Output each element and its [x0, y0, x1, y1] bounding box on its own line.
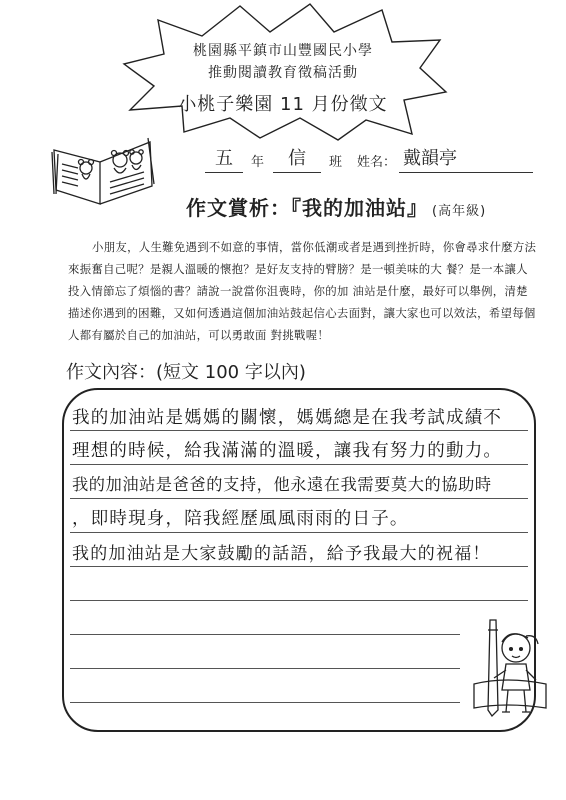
essay-prompt: 小朋友，人生難免遇到不如意的事情，當你低潮或者是遇到挫折時，你會尋求什麼方法來振奮自己呢？是親人溫暖的懷抱？是好友支持的臂膀？是一頓美味的大 餐？是一本讓人投入情節忘了煩惱的書？請說一說當你沮喪時，你的加 油站是什麼，最好可以舉例，清楚描述你遇到的困難，又如何透過這個加油站鼓起信心去面對，讓大家也可以效法，希望每個人都有屬於自己的加油站，可以勇敢面 對挑戰喔！	[68, 240, 537, 342]
ruled-line	[70, 566, 528, 567]
ruled-line	[70, 702, 460, 703]
class-label: 班	[329, 155, 343, 170]
name-label: 姓名：	[357, 155, 397, 170]
ruled-line	[70, 634, 460, 635]
ruled-line	[70, 498, 528, 499]
content-label: 作文內容：(短文 100 字以內)	[66, 362, 306, 383]
ruled-line	[70, 600, 528, 601]
name-field[interactable]: 戴韻亭	[399, 146, 533, 173]
handwritten-line-2: 理想的時候，給我滿滿的溫暖，讓我有努力的動力。	[72, 441, 503, 461]
class-field[interactable]: 信	[273, 146, 321, 173]
grade-label: 年	[251, 155, 265, 170]
grade-level: (高年級)	[432, 204, 487, 219]
child-with-pencil-icon	[466, 618, 550, 722]
ruled-line	[70, 532, 528, 533]
ruled-lines	[70, 0, 528, 800]
handwritten-line-4: ，即時現身，陪我經歷風風雨雨的日子。	[72, 509, 409, 529]
handwritten-line-1: 我的加油站是媽媽的關懷，媽媽總是在我考試成績不	[72, 408, 503, 428]
school-name: 桃園縣平鎮市山豐國民小學	[193, 43, 373, 59]
ruled-line	[70, 464, 528, 465]
activity-name: 推動閱讀教育徵稿活動	[208, 65, 358, 81]
handwritten-line-3: 我的加油站是爸爸的支持，他永遠在我需要莫大的協助時	[72, 475, 492, 494]
ruled-line	[70, 668, 460, 669]
handwritten-line-5: 我的加油站是大家鼓勵的話語，給予我最大的祝福！	[72, 544, 491, 564]
ruled-line	[70, 430, 528, 431]
essay-title-text: 作文賞析：『我的加油站』	[186, 196, 428, 220]
grade-field[interactable]: 五	[205, 146, 243, 173]
contest-title: 小桃子樂園 11 月份徵文	[178, 94, 388, 115]
